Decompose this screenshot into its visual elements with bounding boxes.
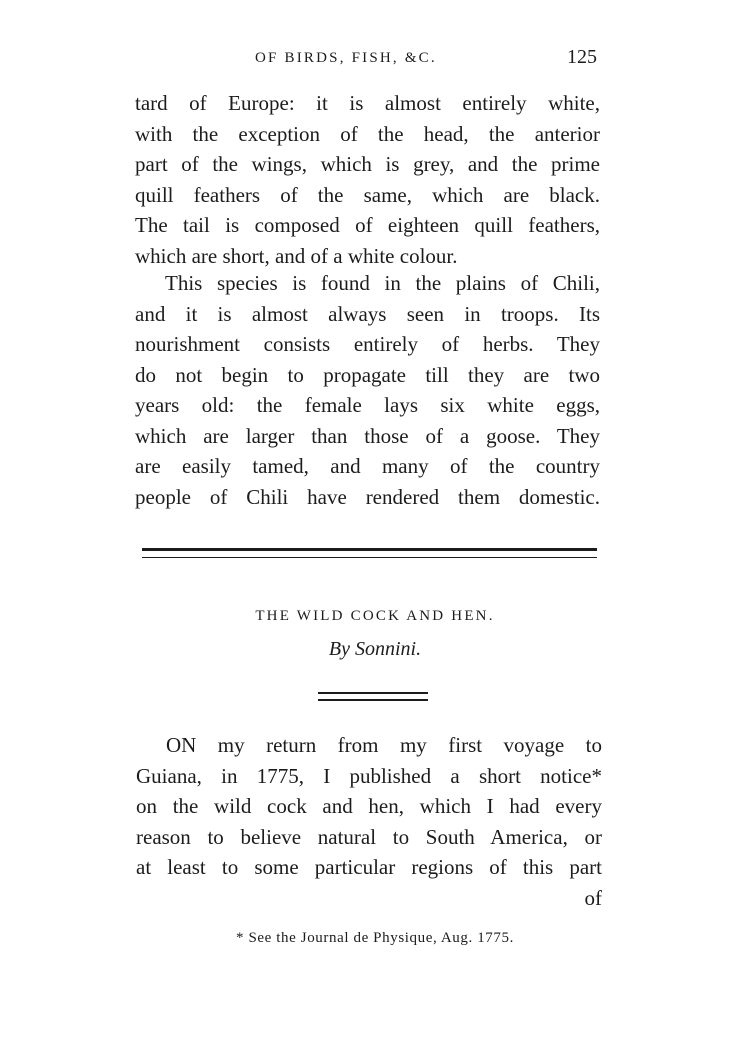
text-line: This species is found in the plains of Chili, xyxy=(165,271,600,295)
section-divider-thick xyxy=(142,548,597,551)
text-line: at least to some particular regions of this part xyxy=(136,855,602,879)
section-title: THE WILD COCK AND HEN. xyxy=(255,608,495,624)
text-line: people of Chili have rendered them domestic. xyxy=(135,484,600,509)
running-title: OF BIRDS, FISH, &C. xyxy=(255,50,437,66)
title-rule-upper xyxy=(318,692,428,694)
catchword: of xyxy=(584,885,602,910)
text-line: tard of Europe: it is almost entirely white, xyxy=(135,91,600,115)
paragraph-continued xyxy=(135,88,600,271)
text-line: with the exception of the head, the anterior xyxy=(135,121,600,146)
text-line: nourishment consists entirely of herbs. They xyxy=(135,332,600,356)
text-line: which are short, and of a white colour. xyxy=(135,243,458,268)
title-rule-lower xyxy=(318,699,428,701)
text-line: quill feathers of the same, which are black. xyxy=(135,182,600,207)
section-divider-thin xyxy=(142,557,597,558)
text-line: ON my return from my first voyage to xyxy=(166,733,602,757)
paragraph-species xyxy=(135,268,600,512)
running-head xyxy=(135,46,605,74)
text-line: reason to believe natural to South America, or xyxy=(136,824,602,849)
text-line: are easily tamed, and many of the country xyxy=(135,454,600,478)
text-line: and it is almost always seen in troops. Its xyxy=(135,301,600,326)
text-line: on the wild cock and hen, which I had every xyxy=(136,794,602,818)
section-byline: By Sonnini. xyxy=(328,638,422,660)
text-line: do not begin to propagate till they are two xyxy=(135,362,600,387)
text-line: The tail is composed of eighteen quill feathers, xyxy=(135,213,600,237)
paragraph-opening xyxy=(136,730,602,913)
text-line: Guiana, in 1775, I published a short notice* xyxy=(136,763,602,788)
footnote: * See the Journal de Physique, Aug. 1775. xyxy=(236,930,514,946)
text-line: part of the wings, which is grey, and the prime xyxy=(135,152,600,176)
page-number: 125 xyxy=(567,46,597,68)
text-line: which are larger than those of a goose. They xyxy=(135,423,600,448)
text-line: years old: the female lays six white eggs, xyxy=(135,393,600,417)
